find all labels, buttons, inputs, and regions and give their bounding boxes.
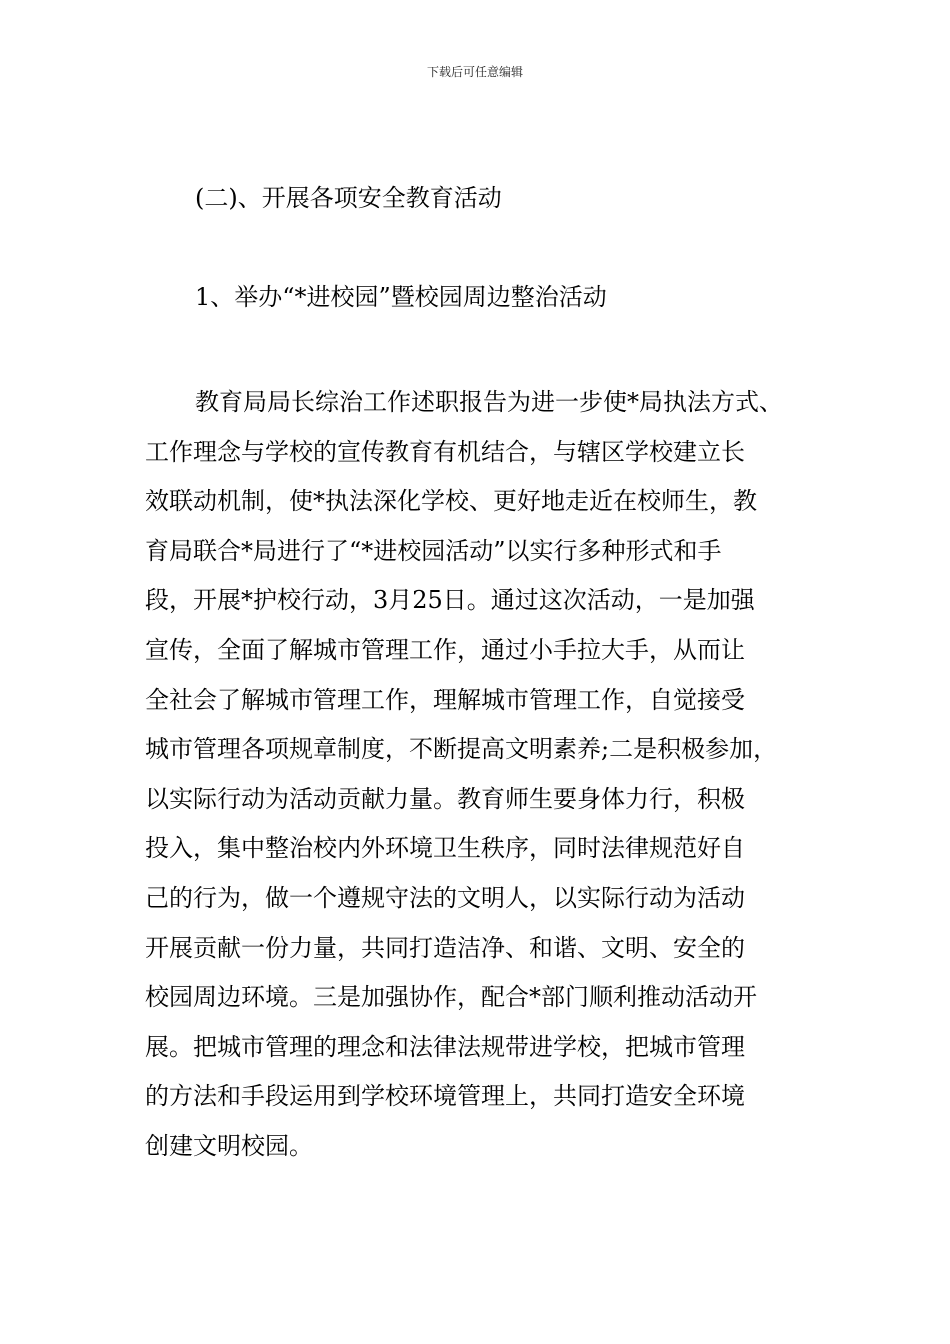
paragraph-line: 己的行为，做一个遵规守法的文明人，以实际行动为活动: [145, 883, 745, 912]
paragraph-line: 全社会了解城市管理工作，理解城市管理工作，自觉接受: [145, 685, 745, 714]
paragraph-line: 投入，集中整治校内外环境卫生秩序，同时法律规范好自: [145, 834, 745, 863]
body-paragraph: [145, 378, 825, 1172]
paragraph-line: 展。把城市管理的理念和法律法规带进学校，把城市管理: [145, 1032, 745, 1061]
paragraph-line: 教育局局长综治工作述职报告为进一步使*局执法方式、: [195, 388, 783, 416]
paragraph-line: 创建文明校园。: [145, 1131, 313, 1160]
paragraph-line: 段，开展*护校行动，3月25日。通过这次活动，一是加强: [145, 586, 755, 615]
paragraph-line: 校园周边环境。三是加强协作，配合*部门顺利推动活动开: [145, 983, 757, 1012]
paragraph-line: 育局联合*局进行了“*进校园活动”以实行多种形式和手: [145, 536, 722, 565]
header-note: 下载后可任意编辑: [426, 65, 523, 79]
section-heading: (二)、开展各项安全教育活动: [195, 184, 502, 212]
paragraph-line: 的方法和手段运用到学校环境管理上，共同打造安全环境: [145, 1082, 745, 1111]
paragraph-line: 工作理念与学校的宣传教育有机结合，与辖区学校建立长: [145, 437, 745, 466]
paragraph-line: 宣传，全面了解城市管理工作，通过小手拉大手，从而让: [145, 635, 745, 664]
paragraph-line: 城市管理各项规章制度，不断提高文明素养;二是积极参加，: [145, 735, 778, 764]
paragraph-line: 以实际行动为活动贡献力量。教育师生要身体力行，积极: [145, 784, 745, 813]
subsection-heading: 1、举办“*进校园”暨校园周边整治活动: [195, 283, 607, 311]
paragraph-line: 效联动机制，使*执法深化学校、更好地走近在校师生，教: [145, 487, 757, 516]
paragraph-line: 开展贡献一份力量，共同打造洁净、和谐、文明、安全的: [145, 933, 745, 962]
